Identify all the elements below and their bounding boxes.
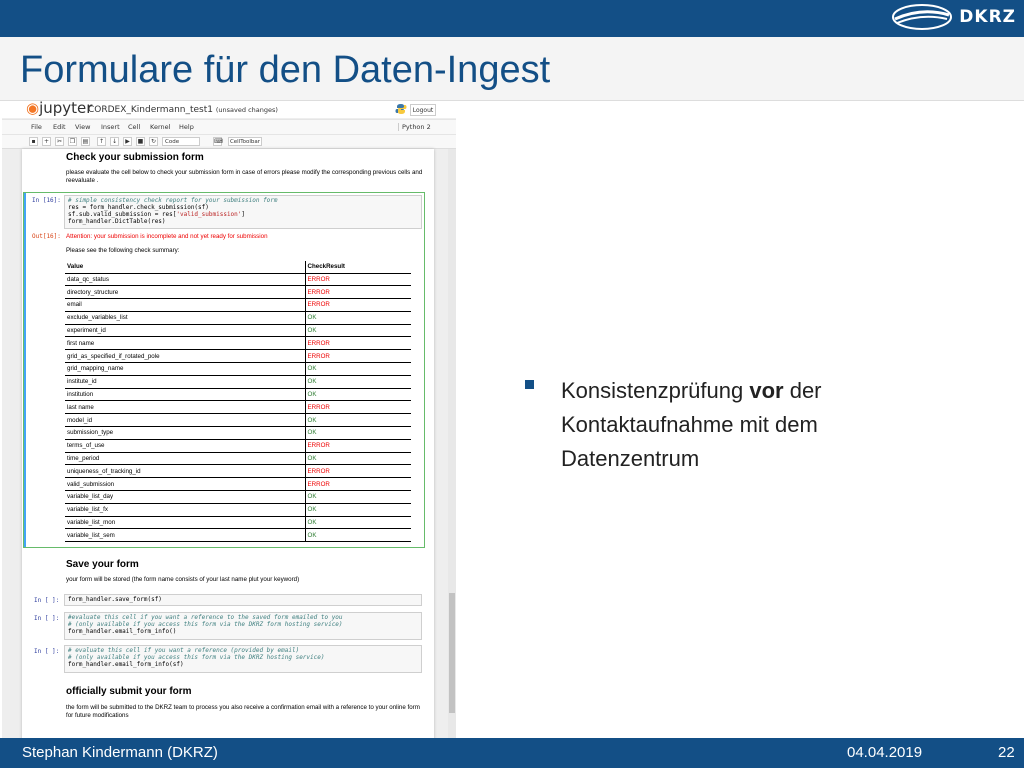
code-cell-email2[interactable]: # evaluate this cell if you want a reference (provided by email) # (only available if you access this form via the DKRZ hosting service) form_handler.email_form_info(sf) [64,645,422,673]
logo-text: DKRZ [959,7,1016,27]
row-value: last name [65,401,305,414]
copy-icon[interactable]: ❐ [69,138,76,145]
kernel-indicator: Python 2 [398,123,431,131]
row-checkresult: OK [305,311,411,324]
menu-cell[interactable]: Cell [128,123,141,131]
dkrz-swoosh-icon [891,3,953,31]
row-checkresult: ERROR [305,401,411,414]
menu-view[interactable]: View [75,123,91,131]
footer-page-number: 22 [998,744,1015,761]
add-cell-icon[interactable]: + [43,138,50,145]
table-row [65,350,411,363]
restart-icon[interactable]: ↻ [150,138,157,145]
table-header-row [65,261,411,273]
title-area [0,37,1024,101]
row-value: variable_list_mon [65,516,305,529]
code-cell-save[interactable]: form_handler.save_form(sf) [64,594,422,606]
row-value: valid_submission [65,478,305,491]
table-row [65,491,411,504]
row-value: variable_list_fx [65,503,305,516]
notebook-header [2,101,456,118]
table-row [65,311,411,324]
row-checkresult: ERROR [305,337,411,350]
footer-date: 04.04.2019 [847,744,923,761]
prompt-in-save: In [ ]: [34,597,60,604]
menu-kernel[interactable]: Kernel [150,123,171,131]
table-row [65,414,411,427]
table-row [65,363,411,376]
menu-file[interactable]: File [31,123,42,131]
row-checkresult: ERROR [305,350,411,363]
python-icon [395,103,407,115]
table-row [65,337,411,350]
row-value: time_period [65,452,305,465]
row-checkresult: OK [305,491,411,504]
col-value: Value [65,261,305,273]
row-checkresult: ERROR [305,273,411,286]
prompt-in: In [16]: [32,197,61,204]
row-checkresult: OK [305,324,411,337]
table-row [65,465,411,478]
keyboard-icon[interactable]: ⌨ [214,138,223,145]
row-value: submission_type [65,427,305,440]
row-checkresult: OK [305,427,411,440]
row-checkresult: OK [305,375,411,388]
footer [0,738,1024,768]
row-checkresult: ERROR [305,465,411,478]
row-value: model_id [65,414,305,427]
top-bar [0,0,1024,37]
row-value: exclude_variables_list [65,311,305,324]
row-value: institute_id [65,375,305,388]
table-row [65,299,411,312]
menu-edit[interactable]: Edit [53,123,66,131]
jupyter-logo: ◉jupyter [26,101,93,117]
col-checkresult: CheckResult [305,261,411,273]
menu-help[interactable]: Help [179,123,194,131]
table-row [65,401,411,414]
move-down-icon[interactable]: ↓ [111,138,118,145]
check-heading: Check your submission form [66,152,204,163]
table-row [65,452,411,465]
paste-icon[interactable]: ▤ [82,138,89,145]
submit-heading: officially submit your form [66,686,192,697]
cell-type-select[interactable]: Code [162,137,200,146]
notebook-name[interactable]: CORDEX_Kindermann_test1 (unsaved changes) [88,105,278,115]
code-cell-email[interactable]: #evaluate this cell if you want a reference to the saved form emailed to you # (only available if you access this form via the DKRZ form hosting service) form_handler.email_form_info() [64,612,422,640]
table-row [65,375,411,388]
stop-icon[interactable]: ■ [137,138,144,145]
row-value: first name [65,337,305,350]
prompt-in-email2: In [ ]: [34,648,60,655]
bullet-square-icon [525,380,534,389]
table-row [65,503,411,516]
save-heading: Save your form [66,559,139,570]
table-row [65,324,411,337]
row-checkresult: ERROR [305,478,411,491]
slide-title: Formulare für den Daten-Ingest [20,49,551,91]
row-checkresult: OK [305,503,411,516]
menu-insert[interactable]: Insert [101,123,120,131]
run-icon[interactable]: ▶ [123,137,132,146]
move-up-icon[interactable]: ↑ [98,138,105,145]
footer-author: Stephan Kindermann (DKRZ) [22,744,218,761]
attention-message: Attention: your submission is incomplete and not yet ready for submission [66,233,268,240]
table-row [65,516,411,529]
table-row [65,273,411,286]
row-value: institution [65,388,305,401]
table-row [65,427,411,440]
save-description: your form will be stored (the form name consists of your last name plut your keyword) [66,576,300,583]
row-value: terms_of_use [65,439,305,452]
table-row [65,388,411,401]
check-summary-table [65,261,411,542]
row-value: grid_mapping_name [65,363,305,376]
row-value: variable_list_day [65,491,305,504]
code-cell-check[interactable]: # simple consistency check report for your submission form res = form_handler.check_submission(sf) sf.sub.valid_submission = res['valid_submission'] form_handler.DictTable(res) [64,195,422,229]
prompt-in-email: In [ ]: [34,615,60,622]
save-icon[interactable]: ▪ [29,137,38,146]
table-row [65,529,411,542]
notebook-menu [2,119,456,135]
row-checkresult: ERROR [305,286,411,299]
table-row [65,286,411,299]
row-checkresult: OK [305,452,411,465]
row-value: email [65,299,305,312]
check-description: please evaluate the cell below to check your submission form in case of errors please modify the corresponding previous cells and reevaluate . [66,169,423,184]
row-value: experiment_id [65,324,305,337]
notebook-toolbar [2,135,456,149]
row-checkresult: ERROR [305,439,411,452]
celltoolbar-button[interactable]: CellToolbar [229,139,261,145]
bullet-text: Konsistenzprüfung vor der Kontaktaufnahme mit dem Datenzentrum [561,378,822,471]
row-value: data_qc_status [65,273,305,286]
row-checkresult: OK [305,414,411,427]
row-checkresult: OK [305,516,411,529]
row-checkresult: OK [305,363,411,376]
row-checkresult: OK [305,529,411,542]
row-value: uniqueness_of_tracking_id [65,465,305,478]
table-row [65,478,411,491]
table-row [65,439,411,452]
row-checkresult: OK [305,388,411,401]
dkrz-logo [891,3,1016,31]
cut-icon[interactable]: ✂ [56,138,63,145]
row-value: directory_structure [65,286,305,299]
row-value: variable_list_sem [65,529,305,542]
scrollbar-thumb[interactable] [449,593,455,713]
prompt-out: Out[16]: [32,233,61,240]
row-value: grid_as_specified_if_rotated_pole [65,350,305,363]
summary-label: Please see the following check summary: [66,247,180,254]
row-checkresult: ERROR [305,299,411,312]
logout-button[interactable]: Logout [410,104,436,116]
submit-description: the form will be submitted to the DKRZ team to process you also receive a confirmation email with a reference to your online form for future modifications [66,704,420,719]
